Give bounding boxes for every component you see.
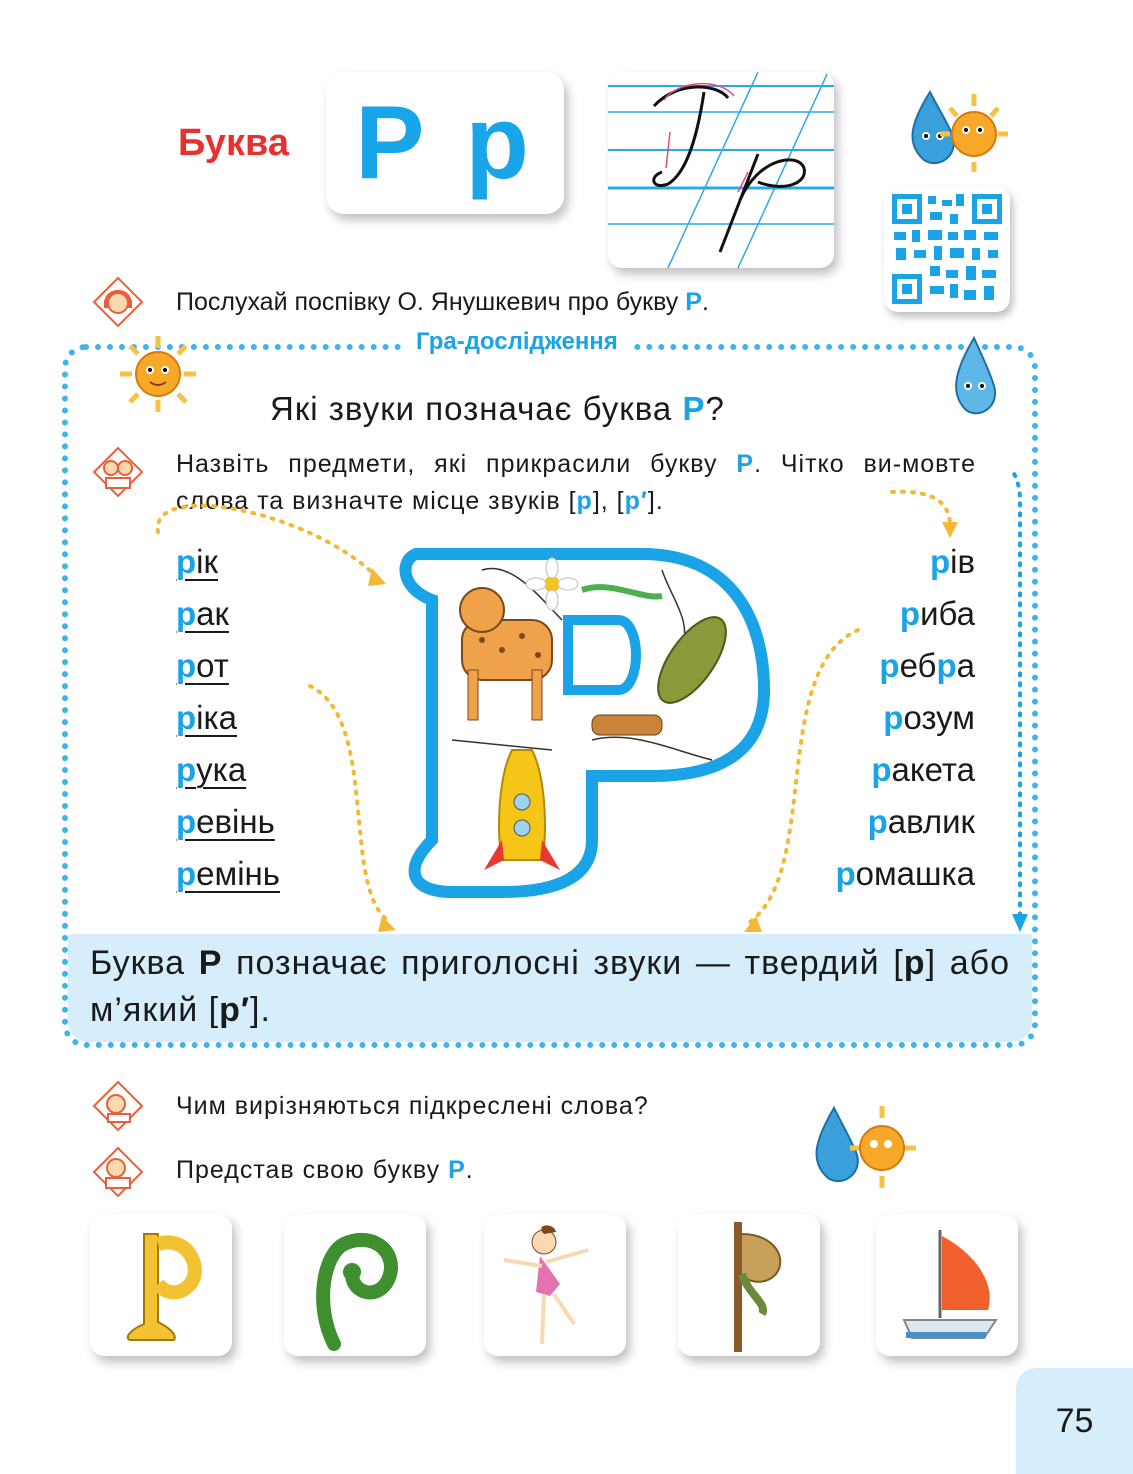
list-item: ріка [176, 699, 238, 736]
title-word: Буква [178, 122, 289, 164]
list-item: рів [929, 543, 975, 580]
task-sound-soft: р′ [624, 487, 648, 515]
snail-icon [678, 1214, 820, 1356]
water-drop-mascot-icon [913, 92, 954, 163]
mascots-top [900, 84, 1010, 179]
list-item: рот [176, 647, 229, 684]
picture-card-dancer [484, 1214, 626, 1356]
picture-card-trumpet [90, 1214, 232, 1356]
task-letter: Р [736, 450, 755, 478]
task-end: ]. [647, 487, 664, 515]
qr-code-icon [884, 186, 1010, 312]
game-title: Гра-дослідження [402, 328, 632, 356]
mascots-bottom [804, 1098, 920, 1195]
kid-drawing-icon [92, 1146, 144, 1198]
list-item: равлик [867, 803, 975, 840]
right-word-list [835, 536, 975, 900]
water-drop-mascot-icon [944, 332, 1004, 422]
drop-mascot-right [944, 332, 1004, 427]
list-item: ребра [879, 647, 975, 684]
snake-icon [284, 1214, 426, 1356]
task-sound-hard: р [576, 487, 593, 515]
list-item: риба [899, 595, 975, 632]
handwriting-card [608, 72, 834, 268]
page-number: 75 [1016, 1368, 1133, 1474]
task-part2: . Чітко ви-мовте слова та визначте місце звуків [ [176, 450, 976, 515]
picture-card-snail [678, 1214, 820, 1356]
q2-letter: Р [448, 1156, 466, 1184]
list-item: ракета [871, 751, 975, 788]
listen-icon [92, 276, 144, 328]
dancing-girl-icon [484, 1214, 626, 1356]
list-item: ромашка [835, 855, 975, 892]
question-post: ? [705, 390, 725, 427]
question-2: Представ свою букву Р. [176, 1156, 474, 1184]
conclusion-box: Буква Р позначає приголосні звуки — твердий [р] або м’який [р′]. [68, 934, 1032, 1042]
belt-icon [592, 715, 662, 735]
picture-card-boat [876, 1214, 1018, 1356]
picture-card-snake [284, 1214, 426, 1356]
game-question [270, 390, 725, 428]
left-word-list [176, 536, 280, 900]
cursive-letter-icon [608, 72, 834, 268]
listen-instruction [176, 288, 709, 317]
water-drop-mascot-icon [817, 1108, 858, 1181]
list-item: ревінь [176, 803, 275, 840]
kid-thinking-icon [92, 1080, 144, 1132]
list-item: рак [176, 595, 229, 632]
list-item: розум [883, 699, 975, 736]
question-1: Чим вирізняються підкреслені слова? [176, 1092, 649, 1120]
listen-letter: Р [685, 288, 702, 316]
sun-mascot-icon [118, 334, 198, 414]
reading-kids-icon [92, 446, 144, 498]
task-mid: ], [ [592, 487, 625, 515]
sun-mascot-icon [850, 1106, 916, 1188]
sailboat-icon [876, 1214, 1018, 1356]
list-item: рука [176, 751, 247, 788]
sun-mascot-left [118, 334, 198, 419]
listen-text: Послухай поспівку О. Янушкевич про букву [176, 288, 686, 316]
list-item: рік [176, 543, 218, 580]
letter-card: Р р [326, 72, 564, 214]
question-pre: Які звуки позначає буква [270, 390, 683, 427]
conclusion-letter: Р [198, 944, 223, 982]
listen-tail: . [701, 288, 709, 316]
task-part1: Назвіть предмети, які прикрасили букву [176, 450, 737, 478]
decorated-letter-illustration [392, 540, 772, 905]
trumpet-icon [90, 1214, 232, 1356]
qr-code[interactable] [884, 186, 1010, 312]
question-letter: Р [682, 390, 706, 427]
list-item: ремінь [176, 855, 280, 892]
